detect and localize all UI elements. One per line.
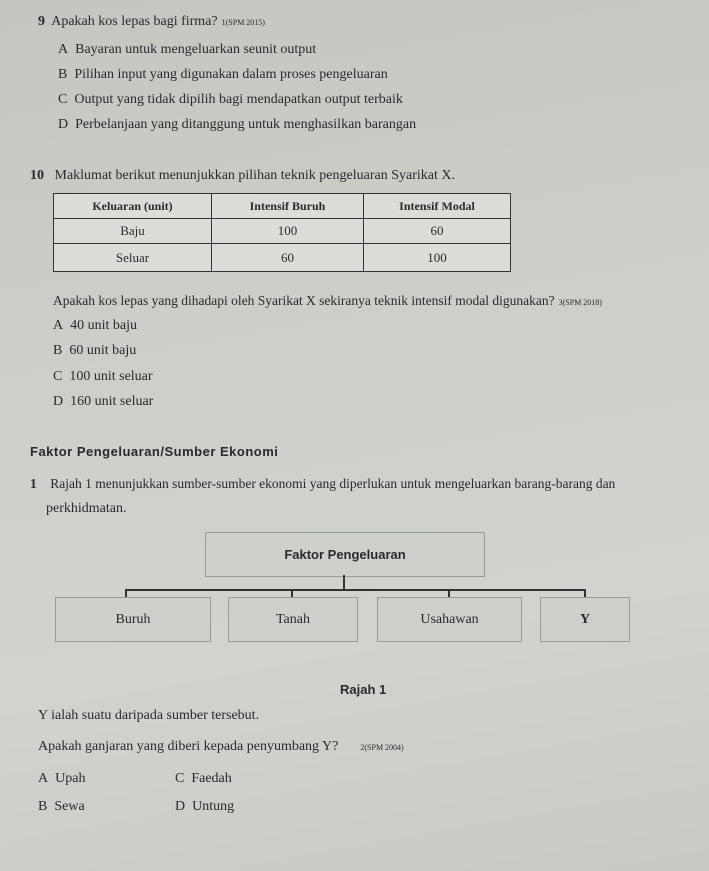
connector [343,575,345,590]
question-text: Apakah kos lepas bagi firma? [51,14,218,29]
diagram-box-usahawan: Usahawan [377,597,522,642]
connector [125,589,127,597]
table-header: Keluaran (unit) [54,194,212,219]
connector [448,589,450,597]
option-b: B Sewa [38,799,85,814]
table-header-row [54,194,511,219]
option-a: A Bayaran untuk mengeluarkan seunit output [58,42,317,57]
diagram-box-buruh: Buruh [55,597,211,642]
question-1: 1 Rajah 1 menunjukkan sumber-sumber ekonomi yang diperlukan untuk mengeluarkan barang-barang dan [30,476,616,491]
question-number: 9 [38,14,45,29]
option-a: A 40 unit baju [53,318,138,333]
option-d: D 160 unit seluar [53,394,154,409]
connector [125,589,586,591]
option-b: B 60 unit baju [53,343,137,358]
connector [291,589,293,597]
option-c: C 100 unit seluar [53,369,153,384]
table-cell: 60 [212,244,364,272]
question-10: 10 Maklumat berikut menunjukkan pilihan teknik pengeluaran Syarikat X. [30,168,455,183]
question-10-stem: Apakah kos lepas yang dihadapi oleh Syarikat X sekiranya teknik intensif modal digunakan? 3(SPM 2018) [53,293,602,308]
diagram-root-box: Faktor Pengeluaran [205,532,485,577]
table-cell: 100 [364,244,511,272]
section-heading: Faktor Pengeluaran/Sumber Ekonomi [30,444,279,459]
option-d: D Perbelanjaan yang ditanggung untuk menghasilkan barangan [58,117,417,132]
table-cell: 100 [212,219,364,244]
question-1-line2: perkhidmatan. [46,501,127,516]
question-1-question: Apakah ganjaran yang diberi kepada penyumbang Y? 2(SPM 2004) [38,739,404,754]
diagram-box-y: Y [540,597,630,642]
option-c: C Output yang tidak dipilih bagi mendapatkan output terbaik [58,92,403,107]
table-cell: Baju [54,219,212,244]
option-a: A Upah [38,771,86,786]
table-header: Intensif Buruh [212,194,364,219]
table-row [54,244,511,272]
option-c: C Faedah [175,771,232,786]
table-row [54,219,511,244]
table-header: Intensif Modal [364,194,511,219]
option-d: D Untung [175,799,235,814]
table-cell: Seluar [54,244,212,272]
diagram-box-tanah: Tanah [228,597,358,642]
option-b: B Pilihan input yang digunakan dalam proses pengeluaran [58,67,388,82]
production-table [53,193,511,272]
question-1-stem: Y ialah suatu daripada sumber tersebut. [38,708,260,723]
table-cell: 60 [364,219,511,244]
source-tag: 1(SPM 2015) [221,18,265,27]
diagram-caption: Rajah 1 [340,682,387,697]
connector [584,589,586,597]
question-9 [38,14,265,30]
